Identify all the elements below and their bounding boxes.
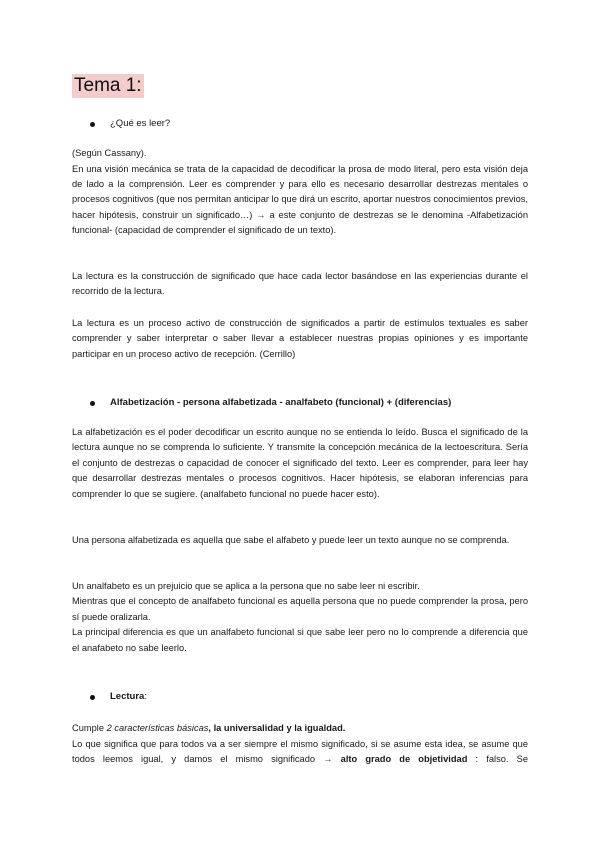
paragraph: En una visión mecánica se trata de la capacidad de decodificar la prosa de modo literal, pero esta visión deja de lado a la comprensión. Leer es comprender y para ello es necesario desarrollar destrezas mentales o procesos cognitivos (que nos permitan anticipar lo que dirá un escrito, aportar nuestros conocimientos previos, hacer hipótesis, construir un significado…) → a este conjunto de destrezas se le denomina -Alfabetización funcional- (capacidad de comprender el significado de un texto).	[72, 163, 528, 236]
paragraph-line: Un analfabeto es un prejuicio que se aplica a la persona que no sabe leer ni escribir.	[72, 581, 420, 591]
section-heading: Lectura	[110, 691, 145, 702]
intro-bold: , la universalidad y la igualdad.	[208, 723, 346, 733]
bullet-icon	[90, 695, 95, 700]
bullet-que-es-leer	[90, 117, 170, 131]
paragraph: Una persona alfabetizada es aquella que sabe el alfabeto y puede leer un texto aunque no se comprenda.	[72, 535, 510, 545]
paragraph	[72, 579, 528, 656]
paragraph-text: Lo que significa que para todos va a ser siempre el mismo significado, si se asume esta idea, se asume que todos leemos igual, y damos el mismo significado →	[72, 739, 528, 765]
paragraph-bold: alto grado de objetividad	[340, 754, 468, 765]
paragraph-intro	[72, 721, 528, 736]
heading-colon: :	[144, 691, 147, 702]
bullet-icon	[90, 122, 95, 127]
bullet-alfabetizacion	[90, 396, 451, 410]
paragraph-line: Mientras que el concepto de analfabeto funcional es aquella persona que no puede comprender la prosa, pero sí puede oralizarla.	[72, 596, 528, 622]
bullet-lectura	[90, 690, 147, 704]
intro-text: Cumple	[72, 723, 107, 733]
section-heading: Alfabetización - persona alfabetizada - analfabeto (funcional) + (diferencias)	[110, 397, 452, 408]
paragraph-line: La principal diferencia es que un analfabeto funcional si que sabe leer pero no lo comprende a diferencia que el anafabeto no sabe leerlo.	[72, 627, 528, 653]
paragraph-tail: : falso. Se	[467, 754, 528, 765]
paragraph: La lectura es un proceso activo de construcción de significados a partir de estímulos textuales es saber comprender y saber interpretar o saber llevar a establecer nuestras propias opiniones y es importante participar en un proceso activo de recepción. (Cerrillo)	[72, 318, 528, 359]
source-note: (Según Cassany).	[72, 148, 147, 158]
paragraph	[72, 737, 528, 768]
bullet-icon	[90, 401, 95, 406]
section-heading: ¿Qué es leer?	[110, 118, 171, 129]
page-title: Tema 1:	[74, 75, 142, 96]
intro-italic: 2 características básicas	[106, 723, 209, 733]
paragraph: La lectura es la construcción de significado que hace cada lector basándose en las experiencias durante el recorrido de la lectura.	[72, 271, 528, 297]
paragraph: La alfabetización es el poder decodificar un escrito aunque no se entienda lo leído. Busca el significado de la lectura aunque no se comprenda lo suficiente. Y transmite la concepción mecánica de la lectoescritura. Sería el conjunto de destrezas o capacidad de conocer el significado del texto. Leer es comprender, para leer hay que desarrollar destrezas mentales o procesos cognitivos. Hacer hipótesis, se elaboran inferencias para comprender lo que se sugiere. (analfabeto funcional no puede hacer esto).	[72, 427, 528, 499]
